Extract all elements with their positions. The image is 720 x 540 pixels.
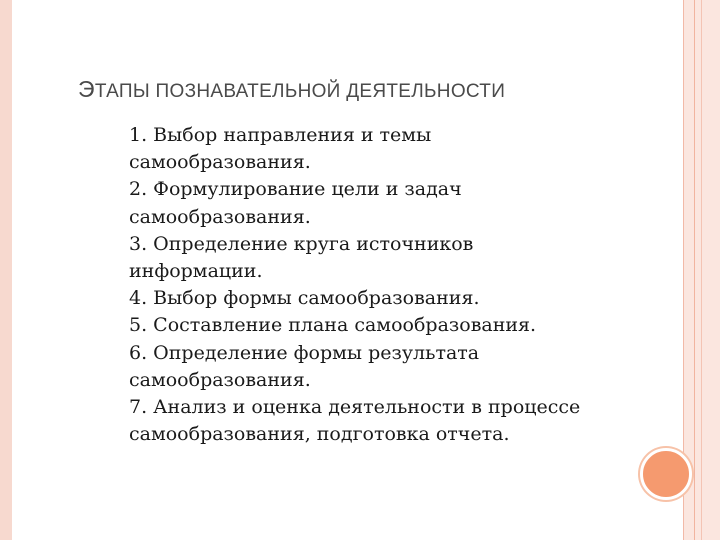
list-item: 1. Выбор направления и темы самообразования. xyxy=(129,124,432,174)
left-border-decoration xyxy=(0,0,12,540)
list-item: 6. Определение формы результата самообразования. xyxy=(129,341,480,391)
list-item: 7. Анализ и оценка деятельности в процессе самообразования, подготовка отчета. xyxy=(129,396,581,446)
title-first-letter: Э xyxy=(78,76,95,102)
list-item: 3. Определение круга источников информации. xyxy=(129,232,474,283)
list-item: 5. Составление плана самообразования. xyxy=(129,314,537,337)
list-item: 2. Формулирование цели и задач самообразования. xyxy=(129,178,462,228)
right-border-line xyxy=(694,0,695,540)
list-item: 4. Выбор формы самообразования. xyxy=(129,287,480,310)
orange-circle-decoration xyxy=(640,448,692,500)
stages-list xyxy=(129,122,609,448)
right-border-line xyxy=(701,0,702,540)
title-rest: ТАПЫ ПОЗНАВАТЕЛЬНОЙ ДЕЯТЕЛЬНОСТИ xyxy=(94,81,506,102)
slide-title xyxy=(78,76,505,103)
